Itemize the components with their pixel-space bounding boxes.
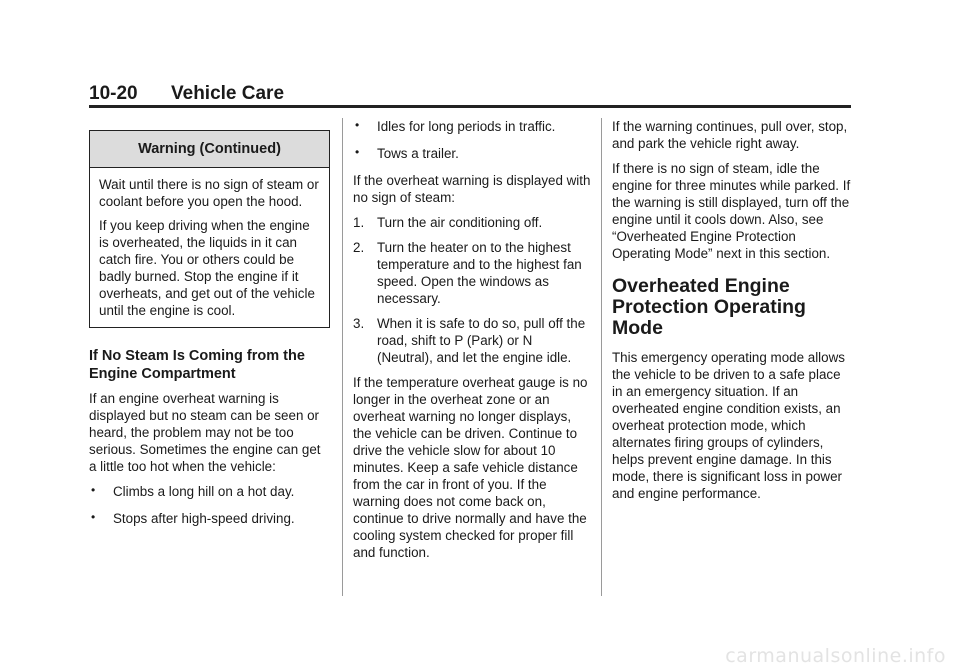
no-steam-heading: If No Steam Is Coming from the Engine Compartment	[89, 348, 305, 382]
idle-paragraph: If there is no sign of steam, idle the engine for three minutes while parked. If the warning is still displayed, turn off the engine until it cools down. Also, see “Overheated Engine Protection Operating Mode” next in this section.	[612, 161, 851, 261]
list-item: 2. Turn the heater on to the highest temperature and to the highest fan speed. Open the windows as necessary.	[353, 240, 582, 306]
condition-list	[89, 483, 330, 527]
bullet-icon: •	[91, 510, 96, 524]
column-2	[353, 118, 591, 569]
condition-list-continued	[353, 118, 591, 162]
list-item: 1. Turn the air conditioning off.	[353, 215, 543, 230]
column-divider-1	[342, 118, 343, 596]
warning-paragraph: If you keep driving when the engine is overheated, the liquids in it can catch fire. You or others could be badly burned. Stop the engine if it overheats, and get out of the vehicle until the engine is cool.	[99, 218, 315, 318]
column-divider-2	[601, 118, 602, 596]
steps-intro: If the overheat warning is displayed with no sign of steam:	[353, 173, 591, 205]
warning-title: Warning (Continued)	[90, 131, 329, 168]
warning-paragraph: Wait until there is no sign of steam or coolant before you open the hood.	[99, 177, 319, 209]
list-item: • Idles for long periods in traffic.	[355, 118, 556, 134]
warning-body	[90, 168, 329, 327]
header-rule	[89, 105, 851, 108]
watermark: carmanualsonline.info	[725, 645, 946, 667]
section-title: Vehicle Care	[171, 83, 285, 104]
no-steam-intro: If an engine overheat warning is displayed but no steam can be seen or heard, the problem may not be too serious. Sometimes the engine can get a little too hot when the vehicle:	[89, 391, 321, 474]
list-item: 3. When it is safe to do so, pull off the road, shift to P (Park) or N (Neutral), and let the engine idle.	[353, 316, 586, 365]
bullet-icon: •	[355, 145, 360, 159]
column-1	[89, 118, 330, 537]
bullet-icon: •	[91, 483, 96, 497]
steps-list	[353, 214, 591, 366]
protection-mode-paragraph: This emergency operating mode allows the vehicle to be driven to a safe place in an emergency situation. If an overheated engine condition exists, an overheat protection mode, which alternates firing groups of cylinders, helps prevent engine damage. In this mode, there is significant loss in power and engine performance.	[612, 350, 845, 501]
gauge-paragraph: If the temperature overheat gauge is no longer in the overheat zone or an overheat warning no longer displays, the vehicle can be driven. Continue to drive the vehicle slow for about 10 minutes. Keep a safe vehicle distance from the car in front of you. If the warning does not come back on, continue to drive normally and have the cooling system checked for proper fill and function.	[353, 375, 588, 560]
list-item: • Climbs a long hill on a hot day.	[91, 483, 295, 499]
list-item: • Tows a trailer.	[355, 145, 459, 161]
continues-paragraph: If the warning continues, pull over, stop, and park the vehicle right away.	[612, 119, 848, 151]
list-item: • Stops after high-speed driving.	[91, 510, 295, 526]
protection-mode-heading: Overheated Engine Protection Operating Mode	[612, 275, 806, 339]
warning-box	[89, 130, 330, 328]
page-header	[89, 83, 851, 105]
column-3	[612, 118, 853, 510]
page-number: 10-20	[89, 83, 138, 104]
bullet-icon: •	[355, 118, 360, 132]
